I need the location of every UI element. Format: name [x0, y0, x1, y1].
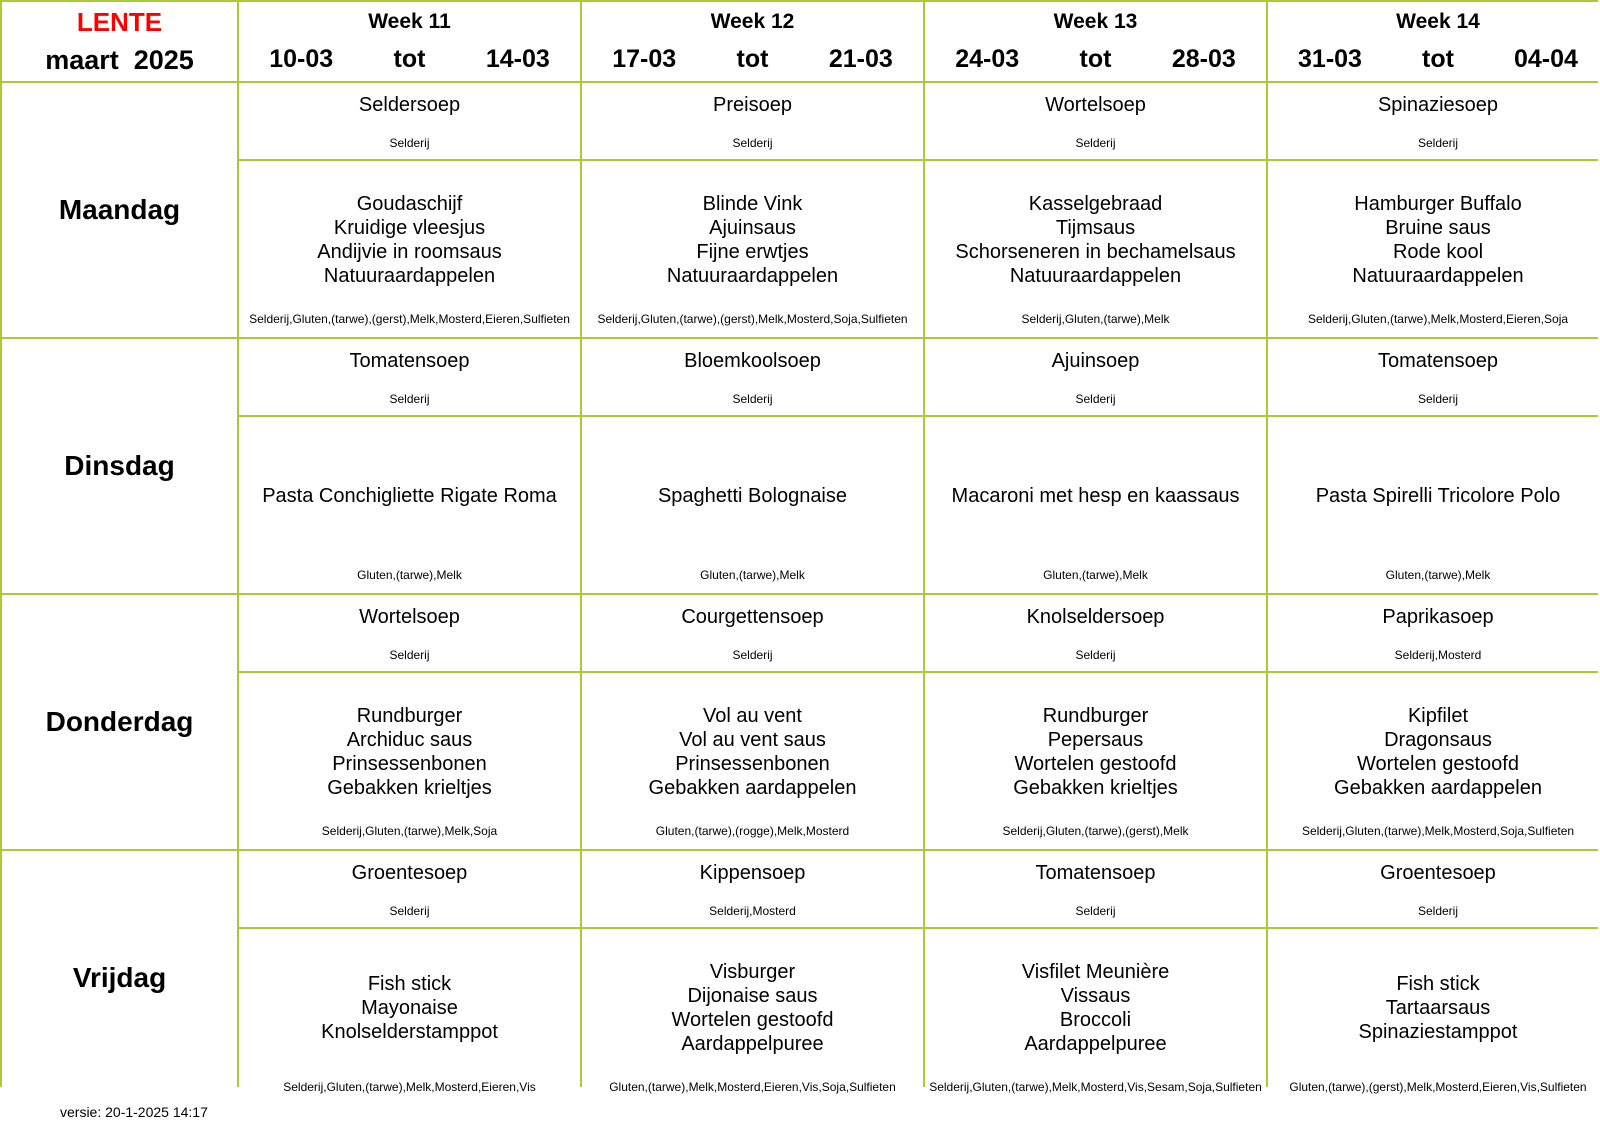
week-title: Week 12	[710, 9, 795, 33]
main-dish-item: Spinaziestamppot	[1358, 1021, 1518, 1043]
main-dish-allergens: Gluten,(tarwe),Melk	[357, 568, 462, 582]
soup-allergens: Selderij,Mosterd	[1394, 648, 1482, 662]
main-dish-allergens: Selderij,Gluten,(tarwe),(gerst),Melk,Mosterd,Soja,Sulfieten	[597, 312, 908, 326]
main-dish-allergens: Gluten,(tarwe),Melk	[1043, 568, 1148, 582]
soup-name: Groentesoep	[351, 862, 468, 884]
soup-cell	[925, 339, 1266, 415]
week-start-date: 17-03	[612, 44, 677, 73]
main-dish-allergens: Gluten,(tarwe),Melk	[700, 568, 805, 582]
main-dish-lines	[1013, 681, 1178, 823]
main-dish-allergens: Selderij,Gluten,(tarwe),Melk,Soja	[321, 824, 498, 838]
main-dish-lines	[1334, 681, 1542, 823]
soup-allergens: Selderij,Mosterd	[709, 904, 796, 918]
main-dish-item: Ajuinsaus	[709, 217, 796, 239]
main-dish-allergens: Gluten,(tarwe),(gerst),Melk,Mosterd,Eieren,Vis,Sulfieten	[1289, 1080, 1587, 1094]
main-dish-item: Spaghetti Bolognaise	[657, 485, 848, 507]
main-dish-lines	[952, 425, 1240, 567]
week-title: Week 14	[1396, 9, 1480, 33]
main-dish-item: Wortelen gestoofd	[671, 1009, 834, 1031]
main-dish-item: Gebakken aardappelen	[648, 777, 857, 799]
soup-allergens: Selderij	[732, 648, 773, 662]
main-dish-item: Gebakken krieltjes	[327, 777, 492, 799]
soup-cell	[582, 851, 923, 927]
soup-name: Tomatensoep	[349, 350, 470, 372]
week-start-date: 24-03	[955, 44, 1020, 73]
soup-name: Groentesoep	[1380, 862, 1496, 884]
day-label: Dinsdag	[2, 339, 237, 593]
main-dish-item: Kruidige vleesjus	[333, 217, 486, 239]
main-dish-item: Kipfilet	[1407, 705, 1468, 727]
main-dish-item: Dijonaise saus	[687, 985, 818, 1007]
main-dish-item: Aardappelpuree	[1024, 1033, 1167, 1055]
main-dish-item: Hamburger Buffalo	[1354, 193, 1522, 215]
soup-cell	[1268, 595, 1600, 671]
main-dish-item: Rundburger	[356, 705, 463, 727]
main-dish-allergens: Selderij,Gluten,(tarwe),(gerst),Melk,Mosterd,Eieren,Sulfieten	[249, 312, 570, 326]
week-header	[582, 2, 923, 81]
main-dish-lines	[1022, 937, 1169, 1079]
main-dish-cell	[925, 161, 1266, 337]
main-dish-item: Pasta Spirelli Tricolore Polo	[1315, 485, 1561, 507]
main-dish-lines	[321, 937, 498, 1079]
soup-allergens: Selderij	[1417, 904, 1459, 918]
week-title: Week 13	[1053, 9, 1138, 33]
week-end-date: 04-04	[1513, 44, 1578, 73]
soup-allergens: Selderij	[389, 136, 430, 150]
main-dish-item: Prinsessenbonen	[332, 753, 487, 775]
week-date-range	[1268, 44, 1600, 74]
soup-allergens: Selderij	[1075, 648, 1116, 662]
main-dish-cell	[239, 673, 580, 849]
main-dish-lines	[1316, 425, 1561, 567]
main-dish-item: Fish stick	[367, 973, 452, 995]
soup-cell	[925, 595, 1266, 671]
main-dish-allergens: Selderij,Gluten,(tarwe),Melk,Mosterd,Eieren,Vis	[283, 1080, 536, 1094]
day-label: Donderdag	[2, 595, 237, 849]
soup-cell	[582, 339, 923, 415]
soup-cell	[1268, 339, 1600, 415]
main-dish-item: Pepersaus	[1047, 729, 1144, 751]
week-date-range	[925, 44, 1266, 74]
main-dish-item: Visfilet Meunière	[1021, 961, 1170, 983]
main-dish-item: Tartaarsaus	[1385, 997, 1491, 1019]
main-dish-item: Pasta Conchigliette Rigate Roma	[262, 485, 557, 507]
main-dish-item: Natuuraardappelen	[1009, 265, 1182, 287]
week-start-date: 10-03	[269, 44, 334, 73]
main-dish-item: Dragonsaus	[1384, 729, 1492, 751]
week-range-separator: tot	[1079, 44, 1112, 73]
header-corner	[2, 2, 237, 81]
main-dish-allergens: Gluten,(tarwe),Melk	[1385, 568, 1491, 582]
soup-name: Ajuinsoep	[1051, 350, 1140, 372]
main-dish-allergens: Selderij,Gluten,(tarwe),Melk,Mosterd,Eieren,Soja	[1307, 312, 1569, 326]
soup-name: Paprikasoep	[1382, 606, 1494, 628]
main-dish-item: Tijmsaus	[1055, 217, 1136, 239]
soup-allergens: Selderij	[1075, 904, 1116, 918]
week-date-range	[582, 44, 923, 74]
day-label: Maandag	[2, 83, 237, 337]
soup-cell	[1268, 851, 1600, 927]
main-dish-item: Natuuraardappelen	[1352, 265, 1524, 287]
soup-name: Knolseldersoep	[1026, 606, 1165, 628]
main-dish-allergens: Selderij,Gluten,(tarwe),Melk,Mosterd,Soja,Sulfieten	[1301, 824, 1575, 838]
soup-name: Bloemkoolsoep	[684, 350, 821, 372]
main-dish-lines	[1352, 169, 1523, 311]
soup-cell	[925, 851, 1266, 927]
soup-allergens: Selderij	[389, 392, 430, 406]
soup-allergens: Selderij	[1075, 136, 1116, 150]
main-dish-item: Goudaschijf	[356, 193, 463, 215]
soup-allergens: Selderij	[1075, 392, 1116, 406]
main-dish-item: Gebakken aardappelen	[1334, 777, 1542, 799]
soup-name: Wortelsoep	[359, 606, 460, 628]
main-dish-lines	[649, 681, 857, 823]
season-label: LENTE	[76, 6, 163, 37]
week-title: Week 11	[368, 9, 451, 33]
main-dish-allergens: Selderij,Gluten,(tarwe),Melk	[1021, 312, 1170, 326]
main-dish-item: Broccoli	[1059, 1009, 1132, 1031]
main-dish-item: Prinsessenbonen	[675, 753, 830, 775]
main-dish-item: Vol au vent	[703, 705, 802, 727]
main-dish-item: Vissaus	[1060, 985, 1131, 1007]
version-footer: versie: 20-1-2025 14:17	[60, 1104, 208, 1120]
soup-allergens: Selderij	[389, 904, 430, 918]
main-dish-item: Aardappelpuree	[681, 1033, 824, 1055]
main-dish-item: Macaroni met hesp en kaassaus	[951, 485, 1240, 507]
soup-allergens: Selderij	[1417, 136, 1459, 150]
soup-name: Tomatensoep	[1035, 862, 1156, 884]
soup-cell	[239, 595, 580, 671]
main-dish-cell	[925, 929, 1266, 1105]
main-dish-item: Rundburger	[1042, 705, 1149, 727]
main-dish-cell	[1268, 673, 1600, 849]
main-dish-lines	[672, 937, 834, 1079]
week-range-separator: tot	[736, 44, 769, 73]
main-dish-cell	[925, 417, 1266, 593]
main-dish-cell	[925, 673, 1266, 849]
main-dish-item: Mayonaise	[361, 997, 458, 1019]
main-dish-item: Rode kool	[1392, 241, 1484, 263]
main-dish-item: Schorseneren in bechamelsaus	[955, 241, 1236, 263]
main-dish-item: Blinde Vink	[702, 193, 803, 215]
week-end-date: 14-03	[485, 44, 550, 73]
week-end-date: 21-03	[828, 44, 893, 73]
month-label: maart 2025	[45, 44, 194, 75]
soup-name: Spinaziesoep	[1377, 94, 1499, 116]
soup-cell	[239, 83, 580, 159]
main-dish-item: Wortelen gestoofd	[1014, 753, 1177, 775]
week-start-date: 31-03	[1298, 44, 1362, 73]
week-range-separator: tot	[393, 44, 426, 73]
soup-allergens: Selderij	[732, 136, 773, 150]
main-dish-cell	[582, 673, 923, 849]
main-dish-cell	[239, 417, 580, 593]
soup-cell	[582, 595, 923, 671]
soup-name: Courgettensoep	[681, 606, 824, 628]
main-dish-allergens: Gluten,(tarwe),(rogge),Melk,Mosterd	[655, 824, 850, 838]
main-dish-item: Fish stick	[1396, 973, 1480, 995]
soup-cell	[239, 339, 580, 415]
main-dish-item: Natuuraardappelen	[323, 265, 496, 287]
soup-cell	[925, 83, 1266, 159]
main-dish-lines	[955, 169, 1235, 311]
main-dish-item: Vol au vent saus	[679, 729, 826, 751]
main-dish-allergens: Selderij,Gluten,(tarwe),(gerst),Melk	[1002, 824, 1189, 838]
main-dish-item: Andijvie in roomsaus	[317, 241, 502, 263]
main-dish-cell	[239, 929, 580, 1105]
soup-name: Tomatensoep	[1377, 350, 1499, 372]
week-range-separator: tot	[1422, 44, 1454, 73]
main-dish-lines	[262, 425, 557, 567]
week-header	[239, 2, 580, 81]
main-dish-item: Wortelen gestoofd	[1357, 753, 1519, 775]
main-dish-lines	[327, 681, 492, 823]
soup-name: Kippensoep	[699, 862, 806, 884]
week-header	[925, 2, 1266, 81]
day-label: Vrijdag	[2, 851, 237, 1105]
soup-name: Preisoep	[713, 94, 792, 116]
main-dish-cell	[1268, 929, 1600, 1105]
main-dish-lines	[317, 169, 502, 311]
main-dish-item: Fijne erwtjes	[696, 241, 809, 263]
week-header	[1268, 2, 1600, 81]
main-dish-allergens: Selderij,Gluten,(tarwe),Melk,Mosterd,Vis,Sesam,Soja,Sulfieten	[929, 1080, 1262, 1094]
main-dish-item: Natuuraardappelen	[666, 265, 839, 287]
soup-allergens: Selderij	[389, 648, 430, 662]
main-dish-cell	[1268, 161, 1600, 337]
main-dish-lines	[658, 425, 847, 567]
soup-cell	[582, 83, 923, 159]
main-dish-lines	[667, 169, 838, 311]
week-end-date: 28-03	[1171, 44, 1236, 73]
soup-allergens: Selderij	[1417, 392, 1459, 406]
main-dish-item: Visburger	[709, 961, 796, 983]
main-dish-item: Archiduc saus	[346, 729, 473, 751]
main-dish-item: Bruine saus	[1385, 217, 1491, 239]
soup-cell	[239, 851, 580, 927]
week-date-range	[239, 44, 580, 74]
soup-allergens: Selderij	[732, 392, 773, 406]
soup-cell	[1268, 83, 1600, 159]
main-dish-item: Gebakken krieltjes	[1013, 777, 1178, 799]
main-dish-lines	[1359, 937, 1518, 1079]
main-dish-item: Kasselgebraad	[1028, 193, 1163, 215]
soup-name: Wortelsoep	[1045, 94, 1146, 116]
main-dish-allergens: Gluten,(tarwe),Melk,Mosterd,Eieren,Vis,Soja,Sulfieten	[609, 1080, 896, 1094]
main-dish-item: Knolselderstamppot	[321, 1021, 498, 1043]
soup-name: Seldersoep	[358, 94, 461, 116]
main-dish-cell	[582, 929, 923, 1105]
main-dish-cell	[1268, 417, 1600, 593]
main-dish-cell	[239, 161, 580, 337]
main-dish-cell	[582, 161, 923, 337]
main-dish-cell	[582, 417, 923, 593]
